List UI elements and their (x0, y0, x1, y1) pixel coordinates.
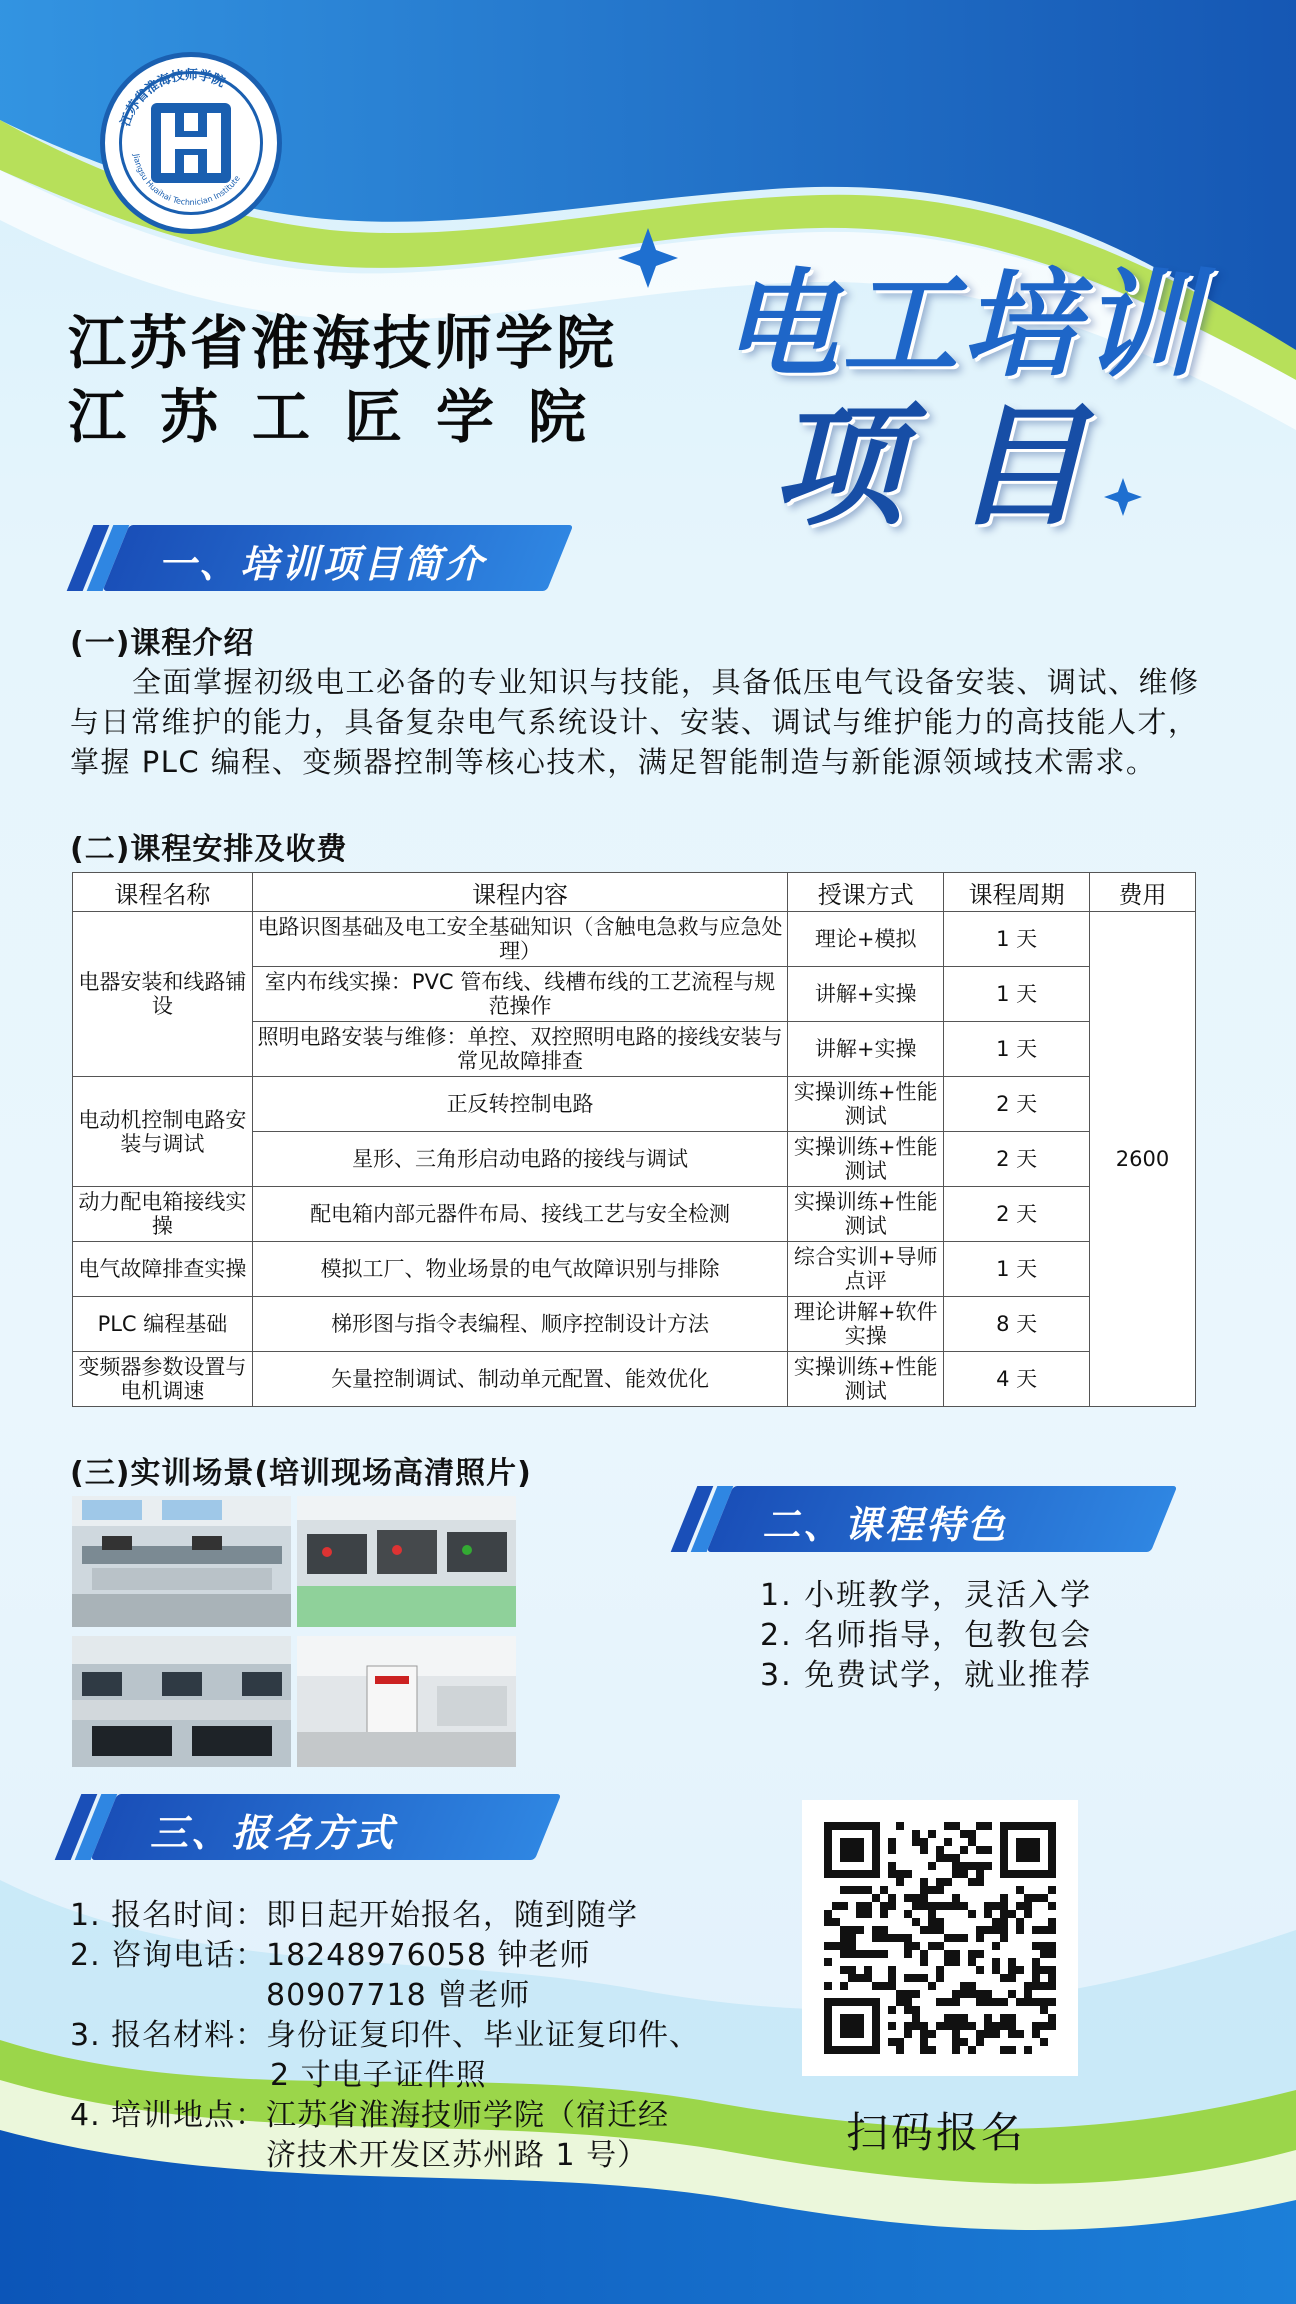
fee-cell: 2600 (1090, 912, 1196, 1407)
table-row (73, 912, 1196, 967)
course-period-cell: 2 天 (944, 1077, 1090, 1132)
training-photo (72, 1636, 291, 1767)
qr-code[interactable] (802, 1800, 1078, 2076)
training-photo (297, 1496, 516, 1627)
table-row (73, 1077, 1196, 1132)
course-intro-text: 全面掌握初级电工必备的专业知识与技能，具备低压电气设备安装、调试、维修与日常维护的能力，具备复杂电气系统设计、安装、调试与维护能力的高技能人才，掌握 PLC 编程、变频器控制等核心技术，满足智能制造与新能源领域技术需求。 (70, 665, 1200, 779)
main-title-line1: 电工培训 (722, 258, 1202, 393)
course-method-cell: 实操训练+性能测试 (788, 1187, 944, 1242)
training-photo (72, 1496, 291, 1627)
section2-banner (684, 1486, 1164, 1552)
qr-label: 扫码报名 (846, 2108, 1027, 2157)
course-period-cell: 2 天 (944, 1187, 1090, 1242)
course-method-cell: 综合实训+导师点评 (788, 1242, 944, 1297)
reg-time-label: 1. 报名时间： (70, 1898, 267, 1933)
feature-item: 2. 名师指导，包教包会 (760, 1618, 1093, 1653)
course-name-cell: 变频器参数设置与电机调速 (73, 1352, 253, 1407)
table-row (73, 1242, 1196, 1297)
reg-location-label: 4. 培训地点： (70, 2098, 267, 2133)
course-intro-heading: (一)课程介绍 (70, 626, 255, 661)
reg-location-2: 济技术开发区苏州路 1 号） (266, 2138, 649, 2173)
feature-item: 3. 免费试学，就业推荐 (760, 1658, 1093, 1693)
course-content-cell: 正反转控制电路 (252, 1077, 787, 1132)
course-period-cell: 2 天 (944, 1132, 1090, 1187)
course-content-cell: 星形、三角形启动电路的接线与调试 (252, 1132, 787, 1187)
school-logo (100, 52, 282, 234)
course-name-cell: 电器安装和线路铺设 (73, 912, 253, 1077)
course-name-cell: 电动机控制电路安装与调试 (73, 1077, 253, 1187)
course-period-cell: 1 天 (944, 912, 1090, 967)
school-alt-name: 江苏工匠学院 (68, 383, 621, 451)
reg-phone-2: 80907718 曾老师 (266, 1978, 531, 2013)
course-method-cell: 理论+模拟 (788, 912, 944, 967)
table-header-cell: 授课方式 (788, 873, 944, 912)
course-name-cell: 电气故障排查实操 (73, 1242, 253, 1297)
course-period-cell: 1 天 (944, 967, 1090, 1022)
svg-text:Jiangsu Huaihai Technician Ins: Jiangsu Huaihai Technician Institute (131, 153, 242, 208)
section3-banner (68, 1794, 548, 1860)
table-header-cell: 课程内容 (252, 873, 787, 912)
table-row (73, 1297, 1196, 1352)
course-name-cell: PLC 编程基础 (73, 1297, 253, 1352)
section2-title: 二、课程特色 (762, 1503, 1009, 1547)
reg-material-label: 3. 报名材料： (70, 2018, 267, 2053)
section3-title: 三、报名方式 (150, 1811, 397, 1855)
training-photo (297, 1636, 516, 1767)
course-content-cell: 矢量控制调试、制动单元配置、能效优化 (252, 1352, 787, 1407)
reg-phone-label: 2. 咨询电话： (70, 1938, 267, 1973)
course-method-cell: 实操训练+性能测试 (788, 1077, 944, 1132)
table-header-cell: 课程周期 (944, 873, 1090, 912)
course-method-cell: 实操训练+性能测试 (788, 1352, 944, 1407)
course-content-cell: 室内布线实操：PVC 管布线、线槽布线的工艺流程与规范操作 (252, 967, 787, 1022)
table-row (73, 1352, 1196, 1407)
course-content-cell: 配电箱内部元器件布局、接线工艺与安全检测 (252, 1187, 787, 1242)
course-period-cell: 8 天 (944, 1297, 1090, 1352)
course-method-cell: 讲解+实操 (788, 1022, 944, 1077)
reg-phone-1: 18248976058 钟老师 (266, 1938, 591, 1973)
main-title-line2: 项目 (772, 390, 1136, 544)
course-table (72, 872, 1196, 1407)
schedule-heading: (二)课程安排及收费 (70, 832, 348, 867)
course-method-cell: 讲解+实操 (788, 967, 944, 1022)
course-method-cell: 理论讲解+软件实操 (788, 1297, 944, 1352)
course-content-cell: 电路识图基础及电工安全基础知识（含触电急救与应急处理） (252, 912, 787, 967)
photos-heading: (三)实训场景(培训现场高清照片) (70, 1456, 532, 1491)
course-period-cell: 1 天 (944, 1242, 1090, 1297)
table-header-row (73, 873, 1196, 912)
reg-material-2: 2 寸电子证件照 (270, 2058, 487, 2093)
svg-text:江苏省淮海技师学院: 江苏省淮海技师学院 (118, 67, 227, 129)
course-period-cell: 1 天 (944, 1022, 1090, 1077)
table-row (73, 1187, 1196, 1242)
course-method-cell: 实操训练+性能测试 (788, 1132, 944, 1187)
section1-title: 一、培训项目简介 (158, 542, 487, 586)
reg-time-value: 即日起开始报名，随到随学 (266, 1898, 638, 1933)
section1-banner (80, 525, 560, 591)
course-name-cell: 动力配电箱接线实操 (73, 1187, 253, 1242)
reg-location-1: 江苏省淮海技师学院（宿迁经 (266, 2098, 669, 2133)
course-content-cell: 照明电路安装与维修：单控、双控照明电路的接线安装与常见故障排查 (252, 1022, 787, 1077)
school-name: 江苏省淮海技师学院 (68, 309, 618, 377)
course-period-cell: 4 天 (944, 1352, 1090, 1407)
feature-item: 1. 小班教学，灵活入学 (760, 1578, 1093, 1613)
course-content-cell: 模拟工厂、物业场景的电气故障识别与排除 (252, 1242, 787, 1297)
reg-material-1: 身份证复印件、毕业证复印件、 (266, 2018, 700, 2053)
course-content-cell: 梯形图与指令表编程、顺序控制设计方法 (252, 1297, 787, 1352)
table-header-cell: 费用 (1090, 873, 1196, 912)
table-header-cell: 课程名称 (73, 873, 253, 912)
